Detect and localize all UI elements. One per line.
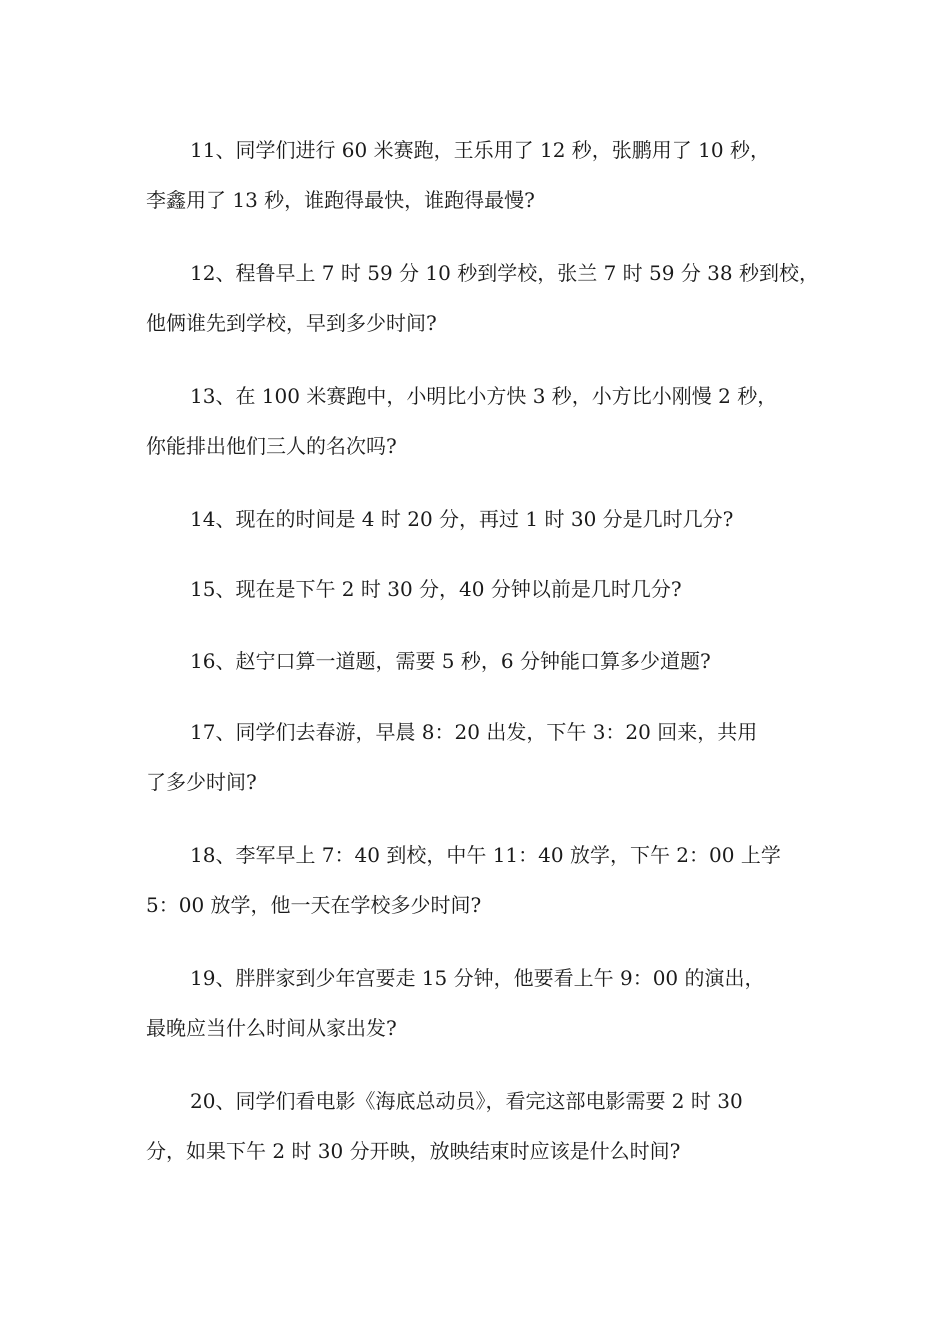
problem-line: 你能排出他们三人的名次吗?: [146, 434, 397, 458]
problem-line: 20、同学们看电影《海底总动员》，看完这部电影需要 2 时 30: [190, 1089, 743, 1113]
problem-line: 12、程鲁早上 7 时 59 分 10 秒到学校，张兰 7 时 59 分 38 秒到校，: [190, 261, 819, 285]
problem-line: 13、在 100 米赛跑中，小明比小方快 3 秒，小方比小刚慢 2 秒，: [190, 384, 778, 408]
problem-line: 17、同学们去春游，早晨 8：20 出发，下午 3：20 回来，共用: [190, 720, 758, 744]
problem-line: 了多少时间?: [146, 770, 257, 794]
problem-line: 他俩谁先到学校，早到多少时间?: [146, 311, 437, 335]
problem-line: 15、现在是下午 2 时 30 分，40 分钟以前是几时几分?: [190, 577, 682, 601]
problem-line: 5：00 放学，他一天在学校多少时间?: [146, 893, 482, 917]
problem-line: 最晚应当什么时间从家出发?: [146, 1016, 397, 1040]
problem-line: 18、李军早上 7：40 到校，中午 11：40 放学，下午 2：00 上学: [190, 843, 781, 867]
problem-line: 16、赵宁口算一道题，需要 5 秒，6 分钟能口算多少道题?: [190, 649, 711, 673]
problem-line: 分，如果下午 2 时 30 分开映，放映结束时应该是什么时间?: [146, 1139, 681, 1163]
problem-line: 14、现在的时间是 4 时 20 分，再过 1 时 30 分是几时几分?: [190, 507, 734, 531]
problem-line: 11、同学们进行 60 米赛跑，王乐用了 12 秒，张鹏用了 10 秒，: [190, 138, 770, 162]
problem-line: 19、胖胖家到少年宫要走 15 分钟，他要看上午 9：00 的演出，: [190, 966, 765, 990]
problem-line: 李鑫用了 13 秒，谁跑得最快，谁跑得最慢?: [146, 188, 535, 212]
